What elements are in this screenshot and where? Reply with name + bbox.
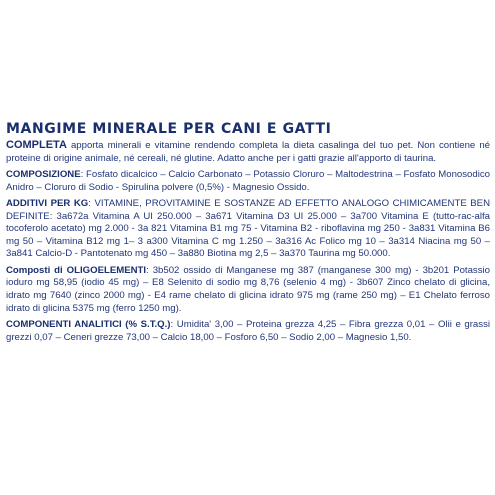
section-text: apporta minerali e vitamine rendendo completa la dieta casalinga del tuo pet. Non contiene né proteine di origine animale, né cereali, né glutine. Adatto anche per i gatti grazie all'apporto di taurina. xyxy=(6,140,490,164)
section-text: : Fosfato dicalcico – Calcio Carbonato – Potassio Cloruro – Maltodestrina – Fosfato Monosodico Anidro – Cloruro di Sodio - Spirulina polvere (0,5%) - Magnesio Ossido. xyxy=(6,169,490,193)
section-componenti-analitici xyxy=(6,319,490,344)
section-heading: Composti di OLIGOELEMENTI xyxy=(6,264,147,276)
section-heading: COMPOSIZIONE xyxy=(6,169,81,181)
section-heading: ADDITIVI PER KG xyxy=(6,198,89,210)
section-completa xyxy=(6,139,490,165)
section-heading: COMPLETA xyxy=(6,139,67,151)
section-heading: COMPONENTI ANALITICI (% S.T.Q.) xyxy=(6,319,171,331)
section-text: : 3b502 ossido di Manganese mg 387 (manganese 300 mg) - 3b201 Potassio ioduro mg 58,95 (iodio 45 mg) – E8 Selenito di sodio mg 8,76 (selenio 4 mg) - 3b607 Zinco chelato di glicina, idrato mg 7640 (zinco 2000 mg) - E4 rame chelato di glicina idrato 975 mg (rame 250 mg) – E1 Chelato ferroso idrato di glicina 5375 mg (ferro 1250 mg). xyxy=(6,264,490,314)
section-text: : VITAMINE, PROVITAMINE E SOSTANZE AD EFFETTO ANALOGO CHIMICAMENTE BEN DEFINITE: 3a672a Vitamina A UI 250.000 – 3a671 Vitamina D3 UI 25.000 – 3a700 Vitamina E (tutto-rac-alfa tocoferolo acetato) mg 2.000 - 3a 821 Vitamina B1 mg 75 - Vitamina B2 - riboflavina mg 250 - 3a831 Vitamina B6 mg 50 – Vitamina B12 mg 1– 3 a300 Vitamina C mg 1.250 – 3a316 Ac Folico mg 10 – 3a314 Niacina mg 50 – 3a841 Calcio-D - Pantotenato mg 450 – 3a880 Biotina mg 2,5 – 3a370 Taurina mg 50.000. xyxy=(6,198,490,260)
product-title: MANGIME MINERALE PER CANI E GATTI xyxy=(6,121,332,137)
section-oligoelementi xyxy=(6,265,490,315)
section-composizione xyxy=(6,169,490,194)
section-additivi xyxy=(6,198,490,261)
section-text: : Umidita' 3,00 – Proteina grezza 4,25 – Fibra grezza 0,01 – Olii e grassi grezzi 0,07 – Ceneri grezze 73,00 – Calcio 18,00 – Fosforo 6,50 – Sodio 2,00 – Magnesio 1,50. xyxy=(6,319,490,343)
label-body xyxy=(6,139,490,348)
